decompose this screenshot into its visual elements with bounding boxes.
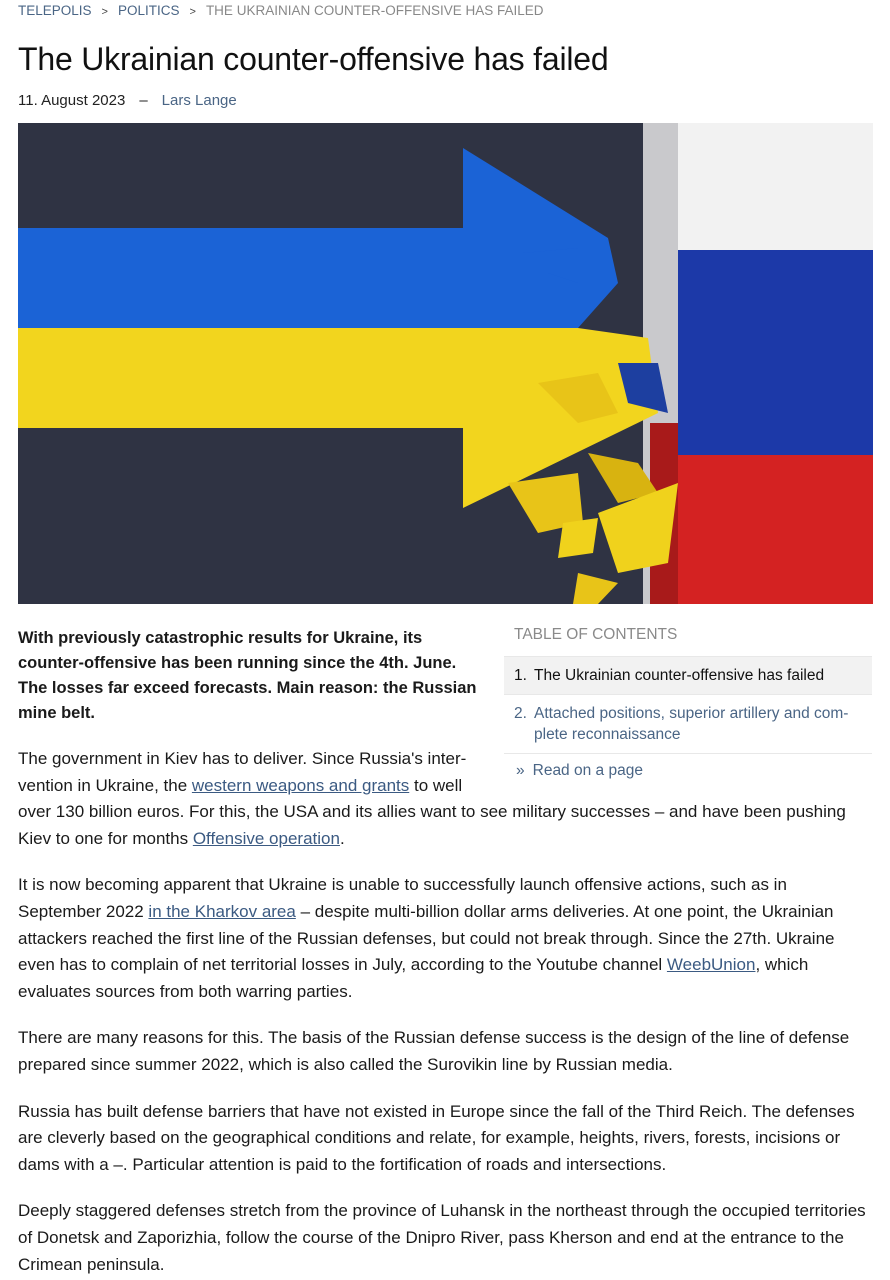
read-on-a-page-link[interactable] <box>504 753 872 788</box>
paragraph-text: to well over 130 billion euros. For this, the USA and its allies want to see military successes – and have been pushing Kiev to one for months <box>18 775 846 848</box>
toc-item-label: The Ukrainian counter-offensive has failed <box>534 667 825 684</box>
offensive-operation-link[interactable]: Offensive operation <box>192 828 340 848</box>
toc-item-number: 2. <box>514 705 527 722</box>
western-weapons-link[interactable]: western weapons and grants <box>191 775 410 795</box>
article-meta <box>18 92 872 109</box>
article-paragraph: Deeply staggered defenses stretch from the province of Luhansk in the northeast through the occupied territories of Donetsk and Zaporizhia, follow the course of the Dnipro River, pass Kherson and end at the entrance to the Crimean peninsula. <box>18 1201 866 1274</box>
breadcrumb-current: THE UKRAINIAN COUNTER-OFFENSIVE HAS FAILED <box>205 3 544 18</box>
paragraph-text: The government in Kiev has to deliver. Since Russia's intervention in Ukraine, the <box>18 749 467 795</box>
meta-dash: – <box>139 92 148 109</box>
breadcrumb-separator: > <box>189 6 196 18</box>
breadcrumb <box>18 0 872 23</box>
paragraph-text: . <box>339 828 345 848</box>
paragraph-text: It is now becoming apparent that Ukraine is unable to successfully launch offensive actions, such as in September 2022 <box>18 875 787 921</box>
breadcrumb-politics[interactable]: POLITICS <box>117 3 180 18</box>
article-paragraph: Russia has built defense barriers that have not existed in Europe since the fall of the Third Reich. The defenses are cleverly based on the geographical conditions and relate, for example, heights, rivers, forests, incisions or dams with a –. Particular attention is paid to the fortification of roads and intersections. <box>18 1101 855 1174</box>
article-paragraph: There are many reasons for this. The basis of the Russian defense success is the design of the line of defense prepared since summer 2022, which is also called the Surovikin line by Russian media. <box>18 1028 850 1074</box>
hero-image <box>18 123 873 604</box>
article-date: 11. August 2023 <box>18 92 126 109</box>
double-chevron-right-icon: » <box>516 762 525 779</box>
toc-item-label: Attached positions, superior artillery and complete reconnaissance <box>534 705 849 743</box>
weebunion-link[interactable]: WeebUnion <box>666 955 756 975</box>
toc-item[interactable] <box>504 656 872 694</box>
kharkov-area-link[interactable]: in the Kharkov area <box>148 901 296 921</box>
toc-item-number: 1. <box>514 667 527 684</box>
toc-item[interactable] <box>504 694 872 753</box>
breadcrumb-telepolis[interactable]: TELEPOLIS <box>18 3 92 18</box>
author-link[interactable]: Lars Lange <box>161 92 237 109</box>
article-lead: With previously catastrophic results for Ukraine, its counter-offensive has been running since the 4th. June. The losses far exceed forecasts. Main reason: the Russian mine belt. <box>18 629 477 722</box>
breadcrumb-separator: > <box>101 6 108 18</box>
paragraph-text: – despite multi-billion dollar arms deliveries. At one point, the Ukrainian attackers reached the first line of the Russian defenses, but could not break through. Since the 27th. Ukraine even has to complain of net territorial losses in July, according to the Youtube channel <box>18 901 835 975</box>
toc-title: TABLE OF CONTENTS <box>514 626 678 643</box>
article-paragraph <box>18 872 872 1005</box>
read-on-a-page-label: Read on a page <box>532 762 643 779</box>
paragraph-text: , which evaluates sources from both warring parties. <box>18 955 809 1001</box>
table-of-contents <box>504 626 872 788</box>
page-title: The Ukrainian counter-offensive has failed <box>18 41 609 77</box>
